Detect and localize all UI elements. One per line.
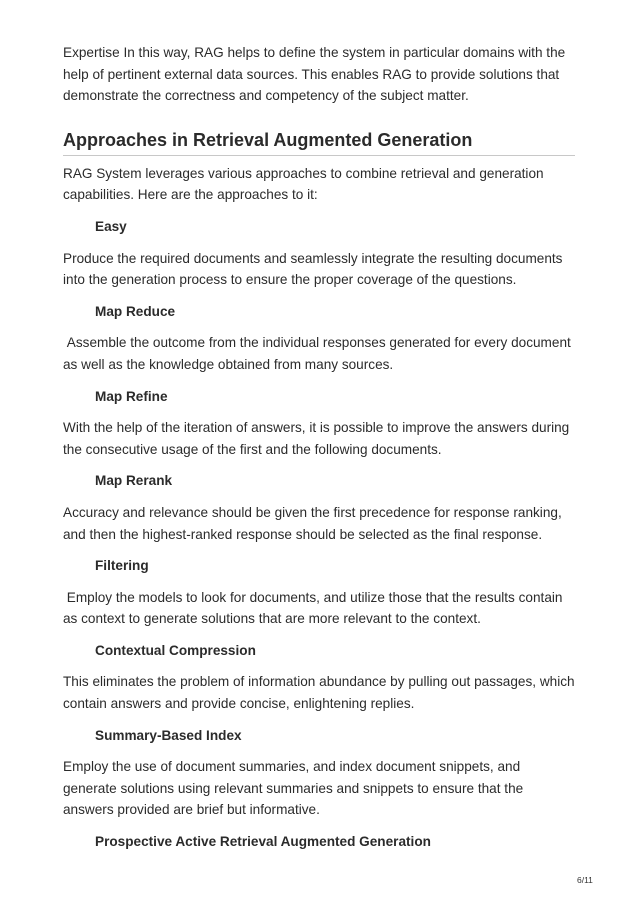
- approach-text-map-rerank: Accuracy and relevance should be given the first precedence for response ranking, and then the highest-ranked response should be selected as the final response.: [63, 504, 562, 542]
- approach-heading-map-rerank: Map Rerank: [95, 473, 173, 489]
- approach-heading-easy: Easy: [95, 218, 127, 234]
- approach-text-easy: Produce the required documents and seamlessly integrate the resulting documents into the generation process to ensure the proper coverage of the questions.: [63, 250, 563, 288]
- page-number: 6/11: [577, 875, 593, 885]
- approach-heading-map-refine: Map Refine: [95, 388, 168, 404]
- section-lead-paragraph: RAG System leverages various approaches to combine retrieval and generation capabilities. Here are the approaches to it:: [63, 165, 544, 203]
- approach-heading-summary-based-index: Summary-Based Index: [95, 727, 242, 743]
- approach-text-map-refine: With the help of the iteration of answers, it is possible to improve the answers during the consecutive usage of the first and the following documents.: [63, 420, 570, 457]
- page-content: [63, 42, 575, 863]
- intro-paragraph: Expertise In this way, RAG helps to define the system in particular domains with the help of pertinent external data sources. This enables RAG to provide solutions that demonstrate the correctness and competency of the subject matter.: [63, 45, 566, 104]
- approach-heading-filtering: Filtering: [95, 558, 149, 574]
- section-heading: Approaches in Retrieval Augmented Generation: [63, 128, 575, 156]
- approach-text-summary-based-index: Employ the use of document summaries, and index document snippets, and generate solutions using relevant summaries and snippets to ensure that the answers provided are brief but informative.: [63, 759, 524, 818]
- approach-heading-map-reduce: Map Reduce: [95, 303, 176, 319]
- approach-heading-prospective-active-rag: Prospective Active Retrieval Augmented Generation: [95, 834, 431, 850]
- approach-heading-contextual-compression: Contextual Compression: [95, 642, 256, 658]
- approach-text-map-reduce: Assemble the outcome from the individual responses generated for every document as well as the knowledge obtained from many sources.: [63, 335, 575, 372]
- approach-text-filtering: Employ the models to look for documents, and utilize those that the results contain as context to generate solutions that are more relevant to the context.: [63, 589, 567, 627]
- approach-text-contextual-compression: This eliminates the problem of information abundance by pulling out passages, which contain answers and provide concise, enlightening replies.: [63, 674, 575, 712]
